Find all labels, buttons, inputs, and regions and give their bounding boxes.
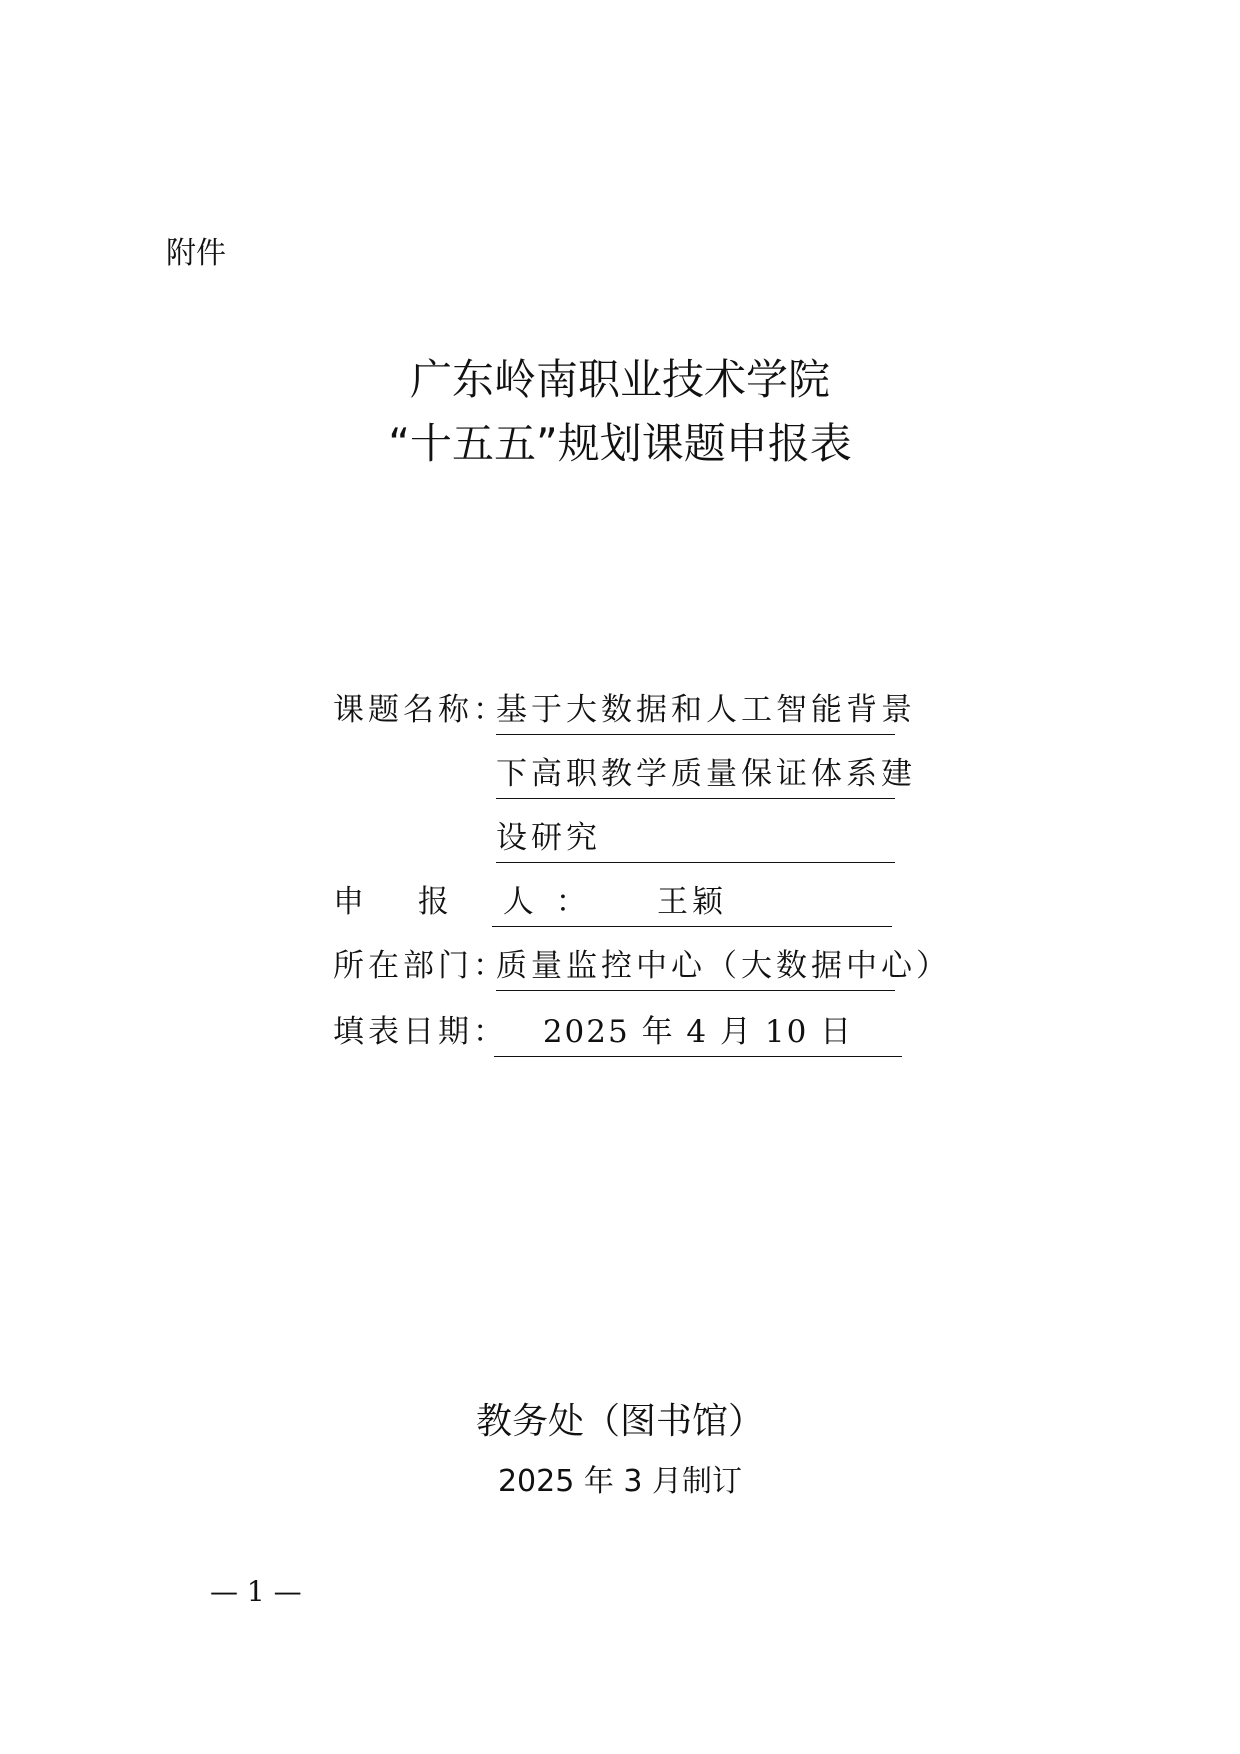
topic-line-1: 基于大数据和人工智能背景 [496,685,895,735]
issued-date: 2025 年 3 月制订 [497,1464,743,1499]
topic-line-3: 设研究 [496,813,895,863]
date-label: 填表日期： [333,1014,508,1050]
title-institution: 广东岭南职业技术学院 [409,355,830,404]
attachment-label: 附件 [166,236,226,271]
department-label: 所在部门： [333,948,508,984]
date-value: 2025 年 4 月 10 日 [494,1007,902,1057]
applicant-label: 申 报 人： [333,884,609,920]
topic-label: 课题名称： [333,692,508,728]
title-form-name: “十五五”规划课题申报表 [388,419,852,468]
issuing-office: 教务处（图书馆） [475,1401,764,1442]
department-value: 质量监控中心（大数据中心） [496,941,895,991]
topic-line-2: 下高职教学质量保证体系建 [496,749,895,799]
applicant-value: 王颖 [492,877,892,927]
page-number: — 1 — [210,1575,302,1608]
